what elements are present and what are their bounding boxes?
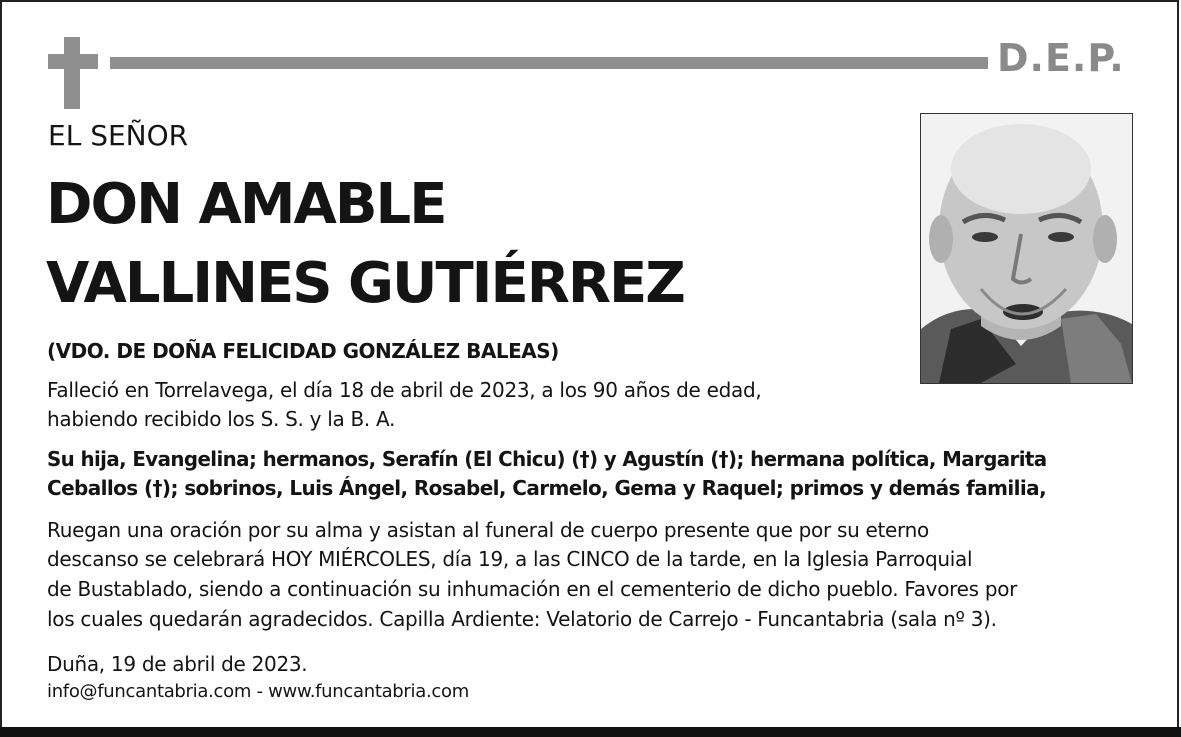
header-rule	[110, 57, 988, 69]
request-line: Ruegan una oración por su alma y asistan al funeral de cuerpo presente que por su eterno	[47, 518, 929, 542]
dep-label: D.E.P.	[997, 36, 1125, 80]
death-line: habiendo recibido los S. S. y la B. A.	[47, 407, 396, 431]
title-label: EL SEÑOR	[48, 119, 189, 152]
family-line: Su hija, Evangelina; hermanos, Serafín (El Chicu) (†) y Agustín (†); hermana política, Margarita	[47, 447, 1047, 471]
deceased-name-line-2: VALLINES GUTIÉRREZ	[46, 251, 684, 316]
death-line: Falleció en Torrelavega, el día 18 de abril de 2023, a los 90 años de edad,	[47, 378, 762, 402]
request-line: de Bustablado, siendo a continuación su inhumación en el cementerio de dicho pueblo. Favores por	[47, 577, 1018, 601]
place-date: Duña, 19 de abril de 2023.	[47, 652, 308, 676]
cross-icon-vertical	[64, 37, 80, 109]
deceased-photo	[920, 113, 1133, 384]
widow-line: (VDO. DE DOÑA FELICIDAD GONZÁLEZ BALEAS)	[47, 339, 559, 363]
contact-info: info@funcantabria.com - www.funcantabria.com	[47, 681, 469, 702]
cross-icon-horizontal	[48, 54, 98, 69]
deceased-name-line-1: DON AMABLE	[46, 172, 446, 237]
bottom-border	[0, 727, 1181, 737]
request-line: descanso se celebrará HOY MIÉRCOLES, día 19, a las CINCO de la tarde, en la Iglesia Parroquial	[47, 547, 973, 571]
family-line: Ceballos (†); sobrinos, Luis Ángel, Rosabel, Carmelo, Gema y Raquel; primos y demás familia,	[47, 476, 1047, 500]
request-line: los cuales quedarán agradecidos. Capilla Ardiente: Velatorio de Carrejo - Funcantabria (sala nº 3).	[47, 607, 997, 631]
